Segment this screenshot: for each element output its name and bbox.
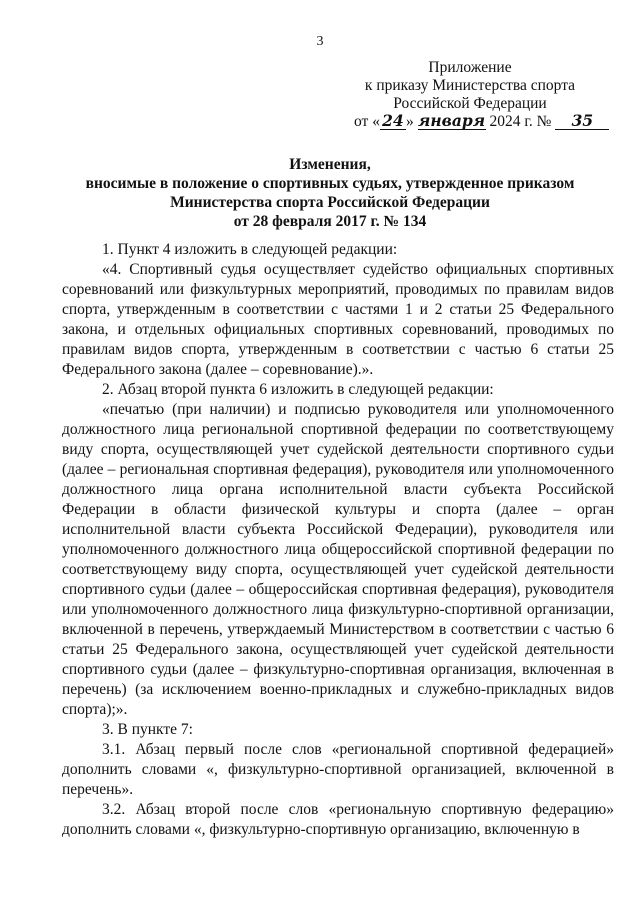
appendix-title: Приложение (428, 59, 512, 76)
paragraph-4: «печатью (при наличии) и подписью руководителя или уполномоченного должностного лица региональной спортивной федерации по соответствующему виду спорта, осуществляющей учет судейской деятельности спортивного судьи (далее – региональная спортивная федерация), руководителя или уполномоченного должностного лица органа исполнительной власти субъекта Российской Федерации в области физической культуры и спорта (далее – орган исполнительной власти субъекта Российской Федерации), руководителя или уполномоченного должностного лица общероссийской спортивной федерации по соответствующему виду спорта, осуществляющей учет судейской деятельности спортивного судьи (далее – общероссийская спортивная федерация), руководителя или уполномоченного должностного лица физкультурно-спортивной организации, включенной в перечень, утверждаемый Министерством в соответствии с частью 6 статьи 25 Федерального закона, осуществляющей учет судейской деятельности спортивного судьи (далее – физкультурно-спортивная организация, включенная в перечень) (за исключением военно-прикладных и служебно-прикладных видов спорта);». (62, 401, 614, 718)
title-line-3: Министерства спорта Российской Федерации (170, 194, 490, 211)
title-line-4: от 28 февраля 2017 г. № 134 (233, 213, 427, 230)
appendix-date-number (340, 113, 600, 131)
page-number: 3 (316, 34, 324, 49)
title-line-1: Изменения, (289, 156, 371, 173)
appendix-header (340, 59, 600, 131)
appendix-country: Российской Федерации (393, 95, 547, 112)
handwritten-month: января (418, 111, 486, 130)
date-prefix: от « (354, 113, 380, 130)
paragraph-2: «4. Спортивный судья осуществляет судейство официальных спортивных соревнований или физкультурных мероприятий, проводимых по правилам видов спорта, утвержденным в соответствии с частями 1 и 2 статьи 25 Федерального закона, и отдельных официальных спортивных соревнований, проводимых по правилам видов спорта, утвержденным в соответствии с частью 6 статьи 25 Федерального закона (далее – соревнование).». (62, 261, 614, 378)
document-body (62, 240, 614, 840)
paragraph-5: 3. В пункте 7: (102, 721, 193, 738)
document-title (60, 155, 600, 231)
paragraph-3: 2. Абзац второй пункта 6 изложить в следующей редакции: (102, 381, 494, 398)
paragraph-6: 3.1. Абзац первый после слов «региональной спортивной федерацией» дополнить словами «, физкультурно-спортивной организацией, включенной в перечень». (62, 741, 614, 798)
appendix-order-ref: к приказу Министерства спорта (364, 77, 576, 94)
date-year: 2024 г. № (489, 113, 552, 130)
title-line-2: вносимые в положение о спортивных судьях, утвержденное приказом (85, 175, 575, 192)
date-day-suffix: » (405, 113, 414, 130)
paragraph-1: 1. Пункт 4 изложить в следующей редакции: (102, 241, 398, 258)
handwritten-order-number: 35 (555, 113, 609, 130)
paragraph-7: 3.2. Абзац второй после слов «региональную спортивную федерацию» дополнить словами «, физкультурно-спортивную организацию, включенную в (62, 801, 614, 838)
handwritten-day: 24 (380, 113, 406, 130)
